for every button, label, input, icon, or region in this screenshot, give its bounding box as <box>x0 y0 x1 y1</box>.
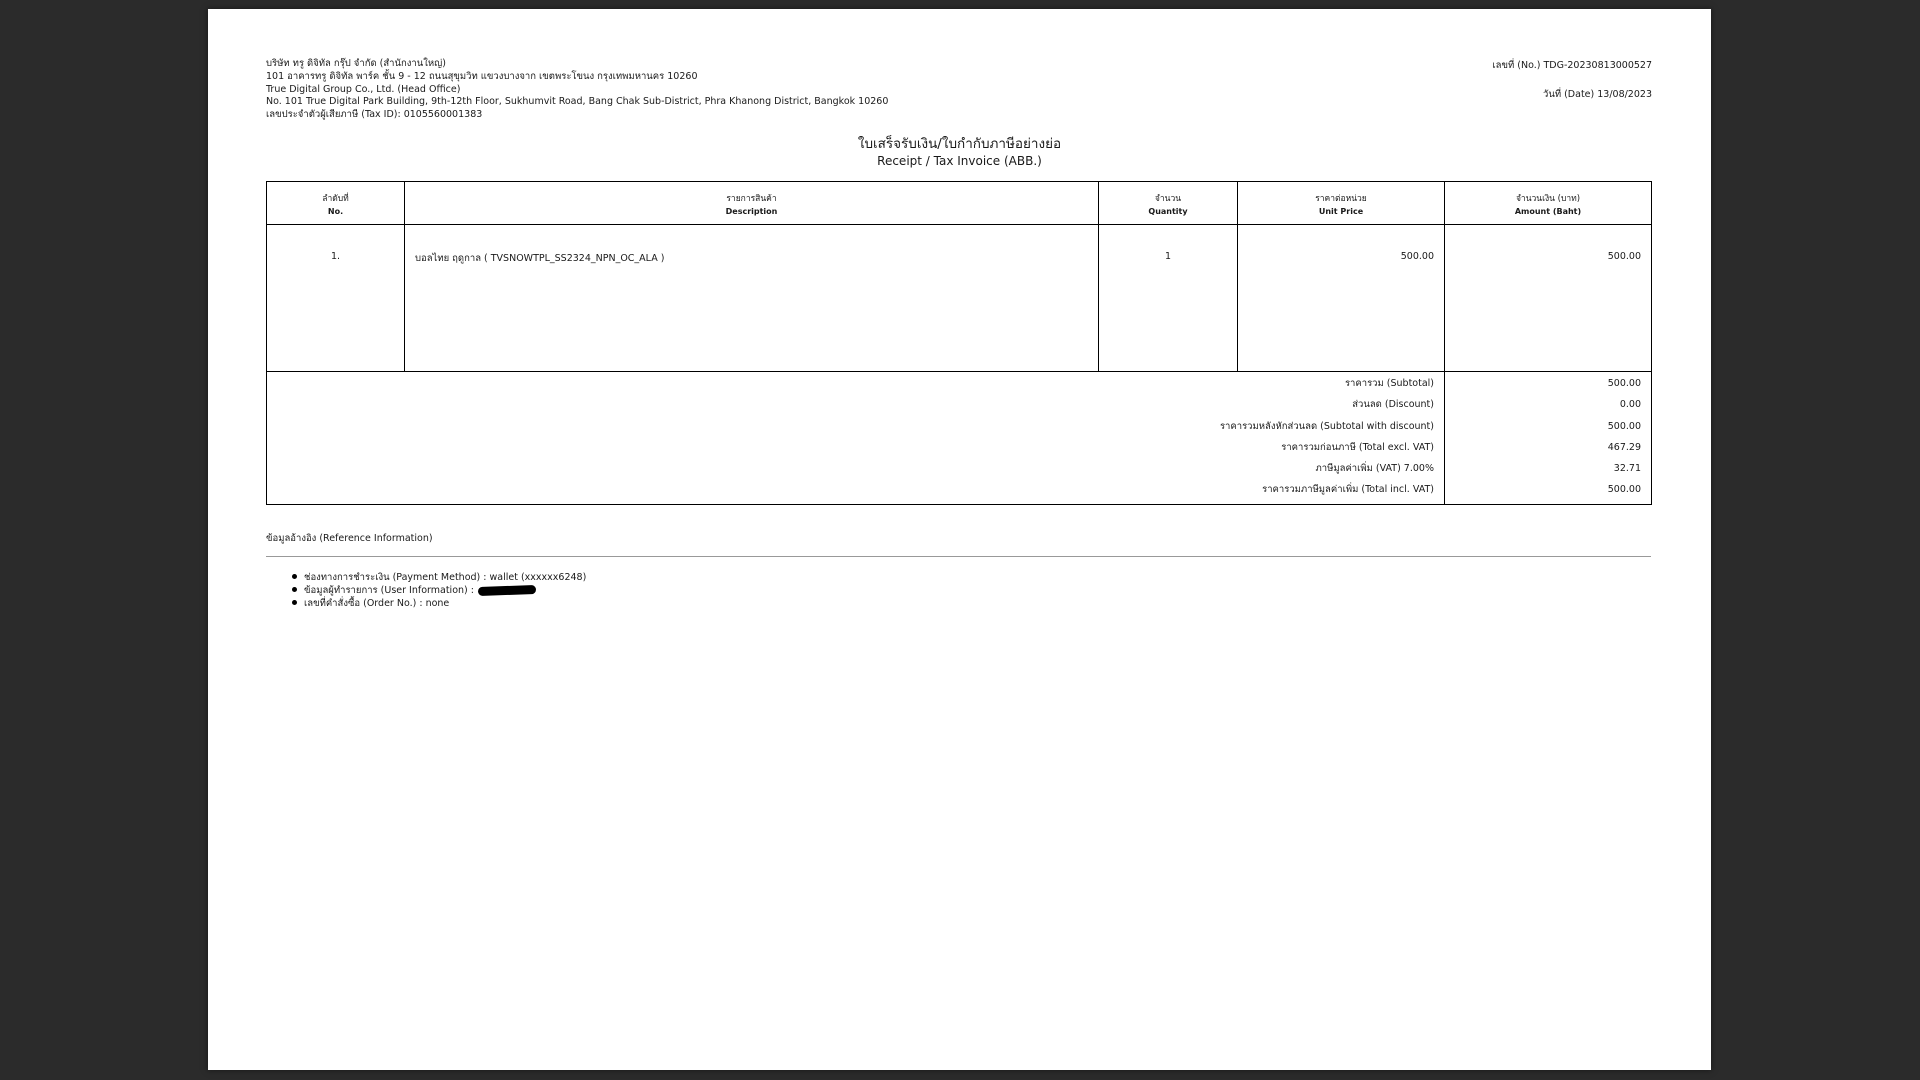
header-unit-price <box>1238 182 1445 225</box>
row-quantity: 1 <box>1099 225 1238 372</box>
header-amount-th: จำนวนเงิน (บาท) <box>1515 193 1581 204</box>
total-excl-vat-value: 467.29 <box>1607 441 1641 453</box>
header-unit-price-en: Unit Price <box>1318 206 1364 216</box>
header-amount <box>1445 182 1652 225</box>
header-amount-en: Amount (Baht) <box>1514 206 1582 216</box>
header-description <box>405 182 1099 225</box>
total-excl-vat-label: ราคารวมก่อนภาษี (Total excl. VAT) <box>1281 441 1434 453</box>
payment-method-text: ช่องทางการชำระเงิน (Payment Method) : wallet (xxxxxx6248) <box>304 572 587 583</box>
document-title-th: ใบเสร็จรับเงิน/ใบกำกับภาษีอย่างย่อ <box>857 136 1062 152</box>
row-unit-price: 500.00 <box>1238 225 1445 372</box>
summary-values <box>1445 372 1652 505</box>
discount-value: 0.00 <box>1619 399 1641 411</box>
header-quantity-th: จำนวน <box>1154 193 1182 204</box>
order-number-text: เลขที่คำสั่งซื้อ (Order No.) : none <box>304 597 450 609</box>
summary-row <box>267 372 1652 505</box>
table-row <box>267 225 1652 372</box>
row-amount: 500.00 <box>1445 225 1652 372</box>
vat-label: ภาษีมูลค่าเพิ่ม (VAT) 7.00% <box>1315 463 1434 475</box>
items-table <box>266 181 1652 505</box>
row-description: บอลไทย ฤดูกาล ( TVSNOWTPL_SS2324_NPN_OC_ALA ) <box>405 225 1099 372</box>
list-item <box>292 585 586 598</box>
document-meta <box>1492 58 1652 102</box>
vat-value: 32.71 <box>1613 463 1641 475</box>
document-title-en: Receipt / Tax Invoice (ABB.) <box>877 154 1042 168</box>
header-no <box>267 182 405 225</box>
row-no: 1. <box>267 225 405 372</box>
company-info <box>266 58 888 122</box>
bullet-icon <box>292 600 297 605</box>
summary-labels <box>267 372 1445 505</box>
redaction-mark <box>478 585 536 596</box>
reference-list <box>292 572 586 610</box>
reference-divider <box>266 556 1651 557</box>
document-date: วันที่ (Date) 13/08/2023 <box>1542 89 1652 100</box>
header-no-th: ลำดับที่ <box>322 193 349 204</box>
user-information-text: ข้อมูลผู้ทำรายการ (User Information) : <box>304 584 474 596</box>
header-description-en: Description <box>725 206 778 216</box>
company-name-th: บริษัท ทรู ดิจิทัล กรุ๊ป จำกัด (สำนักงานใหญ่) <box>266 58 446 69</box>
subtotal-value: 500.00 <box>1607 378 1641 389</box>
company-address-en: No. 101 True Digital Park Building, 9th-12th Floor, Sukhumvit Road, Bang Chak Sub-District, Phra Khanong District, Bangkok 10260 <box>266 96 889 108</box>
list-item <box>292 598 586 611</box>
list-item <box>292 572 586 585</box>
document-page <box>208 9 1711 1070</box>
subtotal-discount-label: ราคารวมหลังหักส่วนลด (Subtotal with discount) <box>1219 420 1434 432</box>
header-quantity <box>1099 182 1238 225</box>
header-description-th: รายการสินค้า <box>726 193 777 204</box>
discount-label: ส่วนลด (Discount) <box>1352 399 1434 411</box>
company-name-en: True Digital Group Co., Ltd. (Head Office) <box>266 83 461 95</box>
company-address-th: 101 อาคารทรู ดิจิทัล พาร์ค ชั้น 9 - 12 ถนนสุขุมวิท แขวงบางจาก เขตพระโขนง กรุงเทพมหานคร 10260 <box>266 70 698 82</box>
company-tax-id: เลขประจำตัวผู้เสียภาษี (Tax ID): 0105560001383 <box>266 109 483 121</box>
header-unit-price-th: ราคาต่อหน่วย <box>1315 193 1367 204</box>
header-quantity-en: Quantity <box>1148 206 1188 216</box>
bullet-icon <box>292 574 297 579</box>
total-incl-vat-label: ราคารวมภาษีมูลค่าเพิ่ม (Total incl. VAT) <box>1262 484 1434 496</box>
reference-title: ข้อมูลอ้างอิง (Reference Information) <box>266 533 433 544</box>
total-incl-vat-value: 500.00 <box>1607 484 1641 496</box>
header-no-en: No. <box>327 206 344 216</box>
document-number: เลขที่ (No.) TDG-20230813000527 <box>1492 60 1652 71</box>
subtotal-discount-value: 500.00 <box>1607 420 1641 432</box>
subtotal-label: ราคารวม (Subtotal) <box>1344 378 1434 389</box>
table-header-row <box>267 182 1652 225</box>
bullet-icon <box>292 587 297 592</box>
